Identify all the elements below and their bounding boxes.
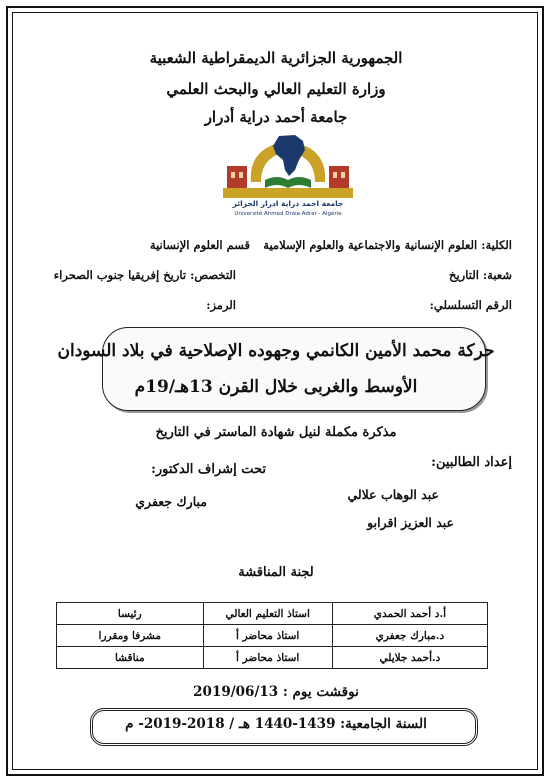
- defense-date: نوقشت يوم : 2019/06/13: [193, 684, 359, 700]
- faculty-line: [263, 238, 512, 252]
- university-emblem-icon: [221, 130, 355, 218]
- thesis-subtitle: مذكرة مكملة لنيل شهادة الماستر في التاريخ: [155, 425, 397, 440]
- thesis-title-box: [102, 327, 486, 411]
- committee-member-role: رئيسا: [57, 603, 204, 625]
- table-row: [57, 603, 488, 625]
- committee-title: لجنة المناقشة: [238, 565, 314, 580]
- table-row: [57, 647, 488, 669]
- committee-member-rank: استاذ التعليم العالي: [203, 603, 332, 625]
- university-logo: [221, 130, 355, 218]
- students-label: إعداد الطالبين:: [431, 455, 512, 470]
- ministry-name: وزارة التعليم العالي والبحث العلمي: [166, 80, 386, 98]
- faculty-label: الكلية:: [481, 238, 512, 252]
- thesis-title-line2: الأوسط والغربى خلال القرن 13هـ/19م: [134, 377, 418, 397]
- committee-member-rank: استاذ محاضر أ: [203, 625, 332, 647]
- logo-name-fr: Université Ahmed Draia Adrar - Algérie: [234, 211, 342, 217]
- committee-member-role: مناقشا: [57, 647, 204, 669]
- table-row: [57, 625, 488, 647]
- branch-label: شعبة:: [482, 268, 512, 282]
- department-name: قسم العلوم الإنسانية: [149, 238, 250, 252]
- student-name-1: عبد الوهاب علالي: [347, 487, 439, 502]
- academic-year: السنة الجامعية: 1439-1440 هـ / 2018-2019- م: [125, 716, 427, 732]
- code-label: الرمز:: [206, 298, 236, 312]
- logo-name-ar: جامعة احمد دراية ادرار الجزائر: [232, 199, 344, 208]
- faculty-value: العلوم الإنسانية والاجتماعية والعلوم الإسلامية: [263, 238, 478, 252]
- thesis-title-line1: حركة محمد الأمين الكانمي وجهوده الإصلاحية في بلاد السودان: [57, 341, 495, 361]
- serial-number-label: الرقم التسلسلي:: [429, 298, 512, 312]
- committee-member-name: أ.د أحمد الحمدي: [332, 603, 487, 625]
- committee-member-name: د.أحمد جلايلي: [332, 647, 487, 669]
- committee-member-rank: استاذ محاضر أ: [203, 647, 332, 669]
- supervisor-label: تحت إشراف الدكتور:: [151, 462, 266, 477]
- student-name-2: عبد العزيز اقرابو: [367, 515, 454, 530]
- university-name: جامعة أحمد دراية أدرار: [204, 108, 348, 126]
- branch-value: التاريخ: [449, 268, 479, 282]
- specialty-label: التخصص:: [190, 268, 236, 282]
- supervisor-name: مبارك جعفري: [135, 494, 207, 509]
- committee-member-role: مشرفا ومقررا: [57, 625, 204, 647]
- specialty-line: [54, 268, 236, 282]
- committee-table: [56, 602, 488, 669]
- committee-member-name: د.مبارك جعفري: [332, 625, 487, 647]
- branch-line: [449, 268, 512, 282]
- specialty-value: تاريخ إفريقيا جنوب الصحراء: [53, 268, 187, 282]
- republic-name: الجمهورية الجزائرية الديمقراطية الشعبية: [149, 49, 403, 67]
